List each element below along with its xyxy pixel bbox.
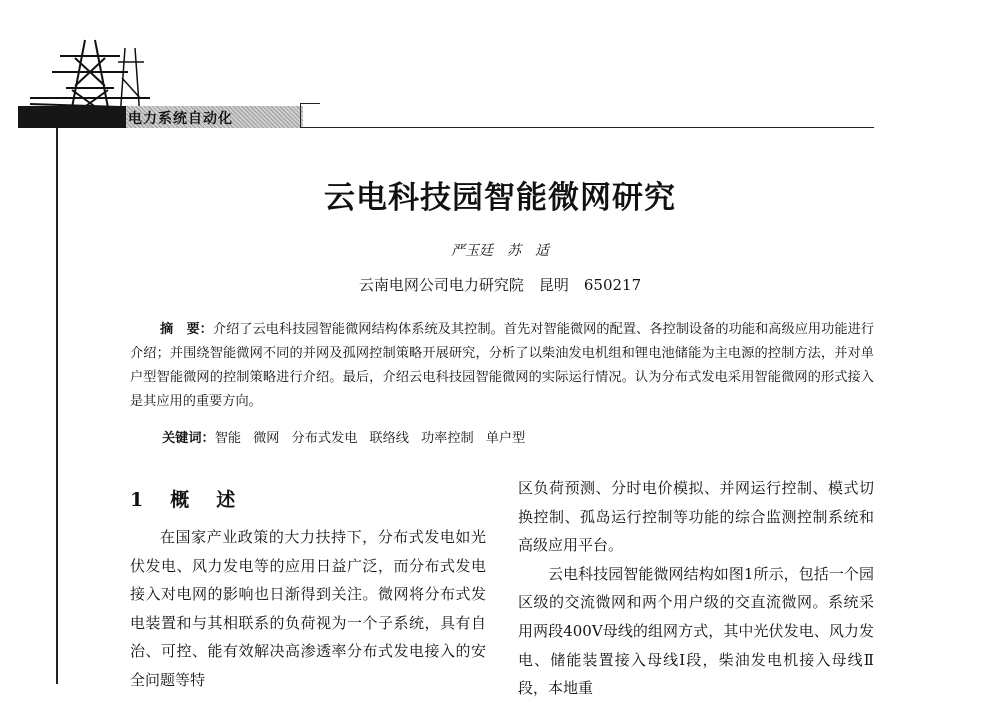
body-right-column <box>518 474 874 703</box>
paper-affiliation: 云南电网公司电力研究院 昆明 650217 <box>358 276 642 294</box>
keyword: 功率控制 <box>421 431 474 446</box>
keyword: 智能 <box>214 431 242 446</box>
body-left-column <box>130 523 486 695</box>
keywords-label: 关键词： <box>162 431 215 446</box>
body-paragraph: 在国家产业政策的大力扶持下，分布式发电如光伏发电、风力发电等的应用日益广泛，而分布式发电接入对电网的影响也日渐得到关注。微网将分布式发电装置和与其相联系的负荷视为一个子系统，具有自治、可控、能有效解决高渗透率分布式发电接入的安全问题等特 <box>130 528 486 689</box>
paper-authors: 严玉廷 苏 适 <box>451 243 549 259</box>
keyword: 分布式发电 <box>291 431 358 446</box>
header-banner-dark <box>18 106 126 128</box>
body-paragraph-continued: 区负荷预测、分时电价模拟、并网运行控制、模式切换控制、孤岛运行控制等功能的综合监测控制系统和高级应用平台。 <box>518 479 874 555</box>
keyword: 单户型 <box>485 431 526 446</box>
section-heading: 1 概 述 <box>130 489 240 511</box>
keyword: 微网 <box>253 431 280 446</box>
journal-section-label: 电力系统自动化 <box>128 111 233 127</box>
abstract <box>130 318 874 414</box>
keyword: 联络线 <box>369 431 409 446</box>
header-divider-cap <box>300 103 320 104</box>
header-rule <box>300 127 874 128</box>
paper-title: 云电科技园智能微网研究 <box>324 180 676 216</box>
body-paragraph: 云电科技园智能微网结构如图1所示，包括一个园区级的交流微网和两个用户级的交直流微网。系统采用两段400V母线的组网方式，其中光伏发电、风力发电、储能装置接入母线Ⅰ段，柴油发电机接入母线Ⅱ段，本地重 <box>518 564 874 698</box>
keywords <box>162 427 537 446</box>
abstract-label: 摘 要： <box>160 322 213 337</box>
abstract-text: 介绍了云电科技园智能微网结构体系统及其控制。首先对智能微网的配置、各控制设备的功能和高级应用功能进行介绍；并围绕智能微网不同的并网及孤网控制策略开展研究，分析了以柴油发电机组和锂电池储能为主电源的控制方法，并对单户型智能微网的控制策略进行介绍。最后，介绍云电科技园智能微网的实际运行情况。认为分布式发电采用智能微网的形式接入是其应用的重要方向。 <box>130 322 875 409</box>
header-divider <box>300 103 301 128</box>
